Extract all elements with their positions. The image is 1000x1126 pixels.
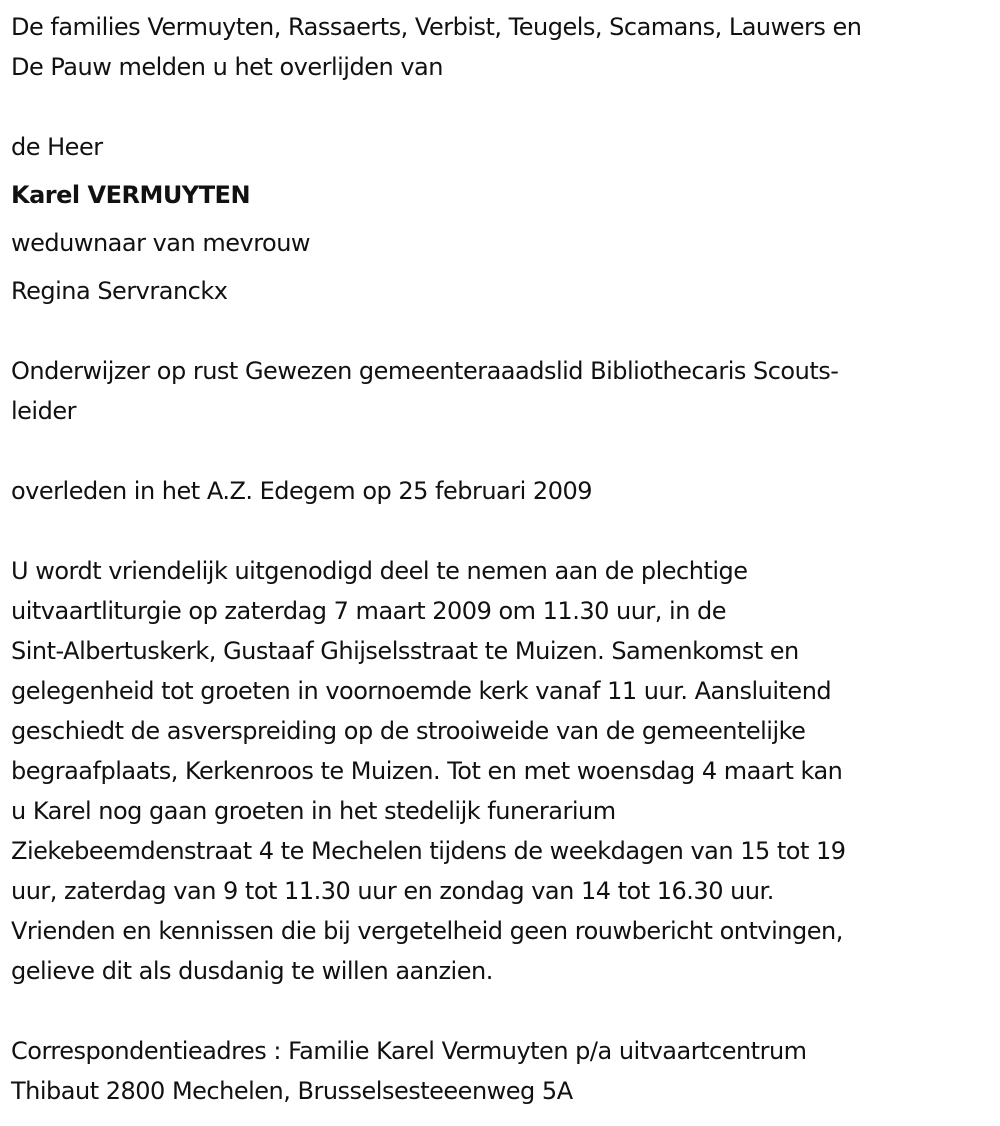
deceased-name: Karel VERMUYTEN — [11, 181, 251, 209]
invitation-line: begraafplaats, Kerkenroos te Muizen. Tot en met woensdag 4 maart kan — [11, 757, 843, 785]
obituary-document — [11, 7, 991, 1111]
correspondence-line-1: Correspondentieadres : Familie Karel Vermuyten p/a uitvaartcentrum — [11, 1037, 807, 1065]
invitation-line: gelieve dit als dusdanig te willen aanzien. — [11, 957, 493, 985]
invitation-line: Sint-Albertuskerk, Gustaaf Ghijselsstraat te Muizen. Samenkomst en — [11, 637, 799, 665]
occupation-paragraph — [11, 351, 991, 431]
occupation-line-1: Onderwijzer op rust Gewezen gemeenteraaadslid Bibliothecaris Scouts- — [11, 357, 839, 385]
correspondence-line-2: Thibaut 2800 Mechelen, Brusselsesteeenweg 5A — [11, 1077, 573, 1105]
invitation-line: Vrienden en kennissen die bij vergetelheid geen rouwbericht ontvingen, — [11, 917, 843, 945]
invitation-line: uur, zaterdag van 9 tot 11.30 uur en zondag van 14 tot 16.30 uur. — [11, 877, 774, 905]
spouse-name: Regina Servranckx — [11, 277, 228, 305]
invitation-line: geschiedt de asverspreiding op de strooiweide van de gemeentelijke — [11, 717, 806, 745]
death-notice: overleden in het A.Z. Edegem op 25 februari 2009 — [11, 477, 593, 505]
widower-relation: weduwnaar van mevrouw — [11, 229, 311, 257]
invitation-line: u Karel nog gaan groeten in het stedelijk funerarium — [11, 797, 616, 825]
invitation-line: uitvaartliturgie op zaterdag 7 maart 2009 om 11.30 uur, in de — [11, 597, 727, 625]
deceased-title: de Heer — [11, 133, 103, 161]
invitation-line: gelegenheid tot groeten in voornoemde kerk vanaf 11 uur. Aansluitend — [11, 677, 832, 705]
invitation-line: Ziekebeemdenstraat 4 te Mechelen tijdens de weekdagen van 15 tot 19 — [11, 837, 846, 865]
invitation-paragraph — [11, 551, 991, 991]
intro-paragraph — [11, 7, 991, 87]
occupation-line-2: leider — [11, 397, 76, 425]
intro-line-1: De families Vermuyten, Rassaerts, Verbist, Teugels, Scamans, Lauwers en — [11, 13, 862, 41]
intro-line-2: De Pauw melden u het overlijden van — [11, 53, 443, 81]
invitation-line: U wordt vriendelijk uitgenodigd deel te nemen aan de plechtige — [11, 557, 748, 585]
correspondence-paragraph — [11, 1031, 991, 1111]
